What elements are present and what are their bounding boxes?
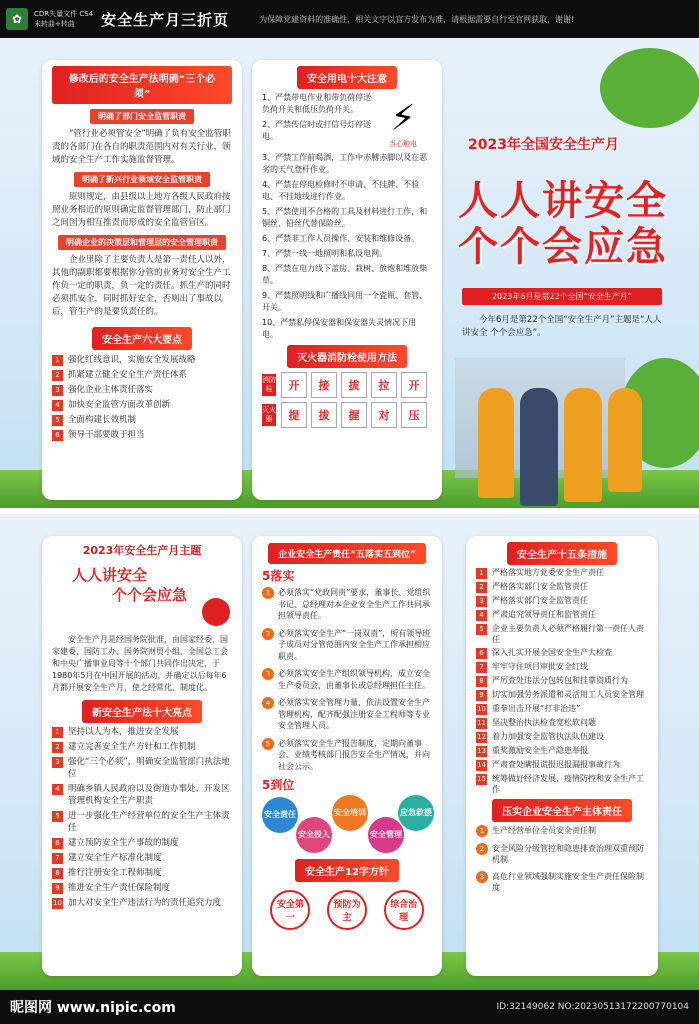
three-musts-card bbox=[42, 60, 242, 500]
list-item: 8、严禁在电力线下盖房、栽树、放炮和堆放柴草。 bbox=[262, 264, 428, 285]
step-icon: 握 bbox=[341, 402, 367, 428]
fifteen-list bbox=[476, 567, 648, 795]
top-bar bbox=[0, 0, 699, 38]
list-item: 7 建立安全生产标准化制度 bbox=[52, 852, 232, 864]
list-item: 3 严格落实部门安全监管责任 bbox=[476, 595, 648, 607]
policy-title: 安全生产12字方针 bbox=[295, 859, 399, 882]
step-icon: 开 bbox=[281, 372, 307, 398]
hydrant-label: 消防栓 bbox=[262, 374, 276, 396]
highlights-list bbox=[52, 726, 232, 909]
list-item: 3 强化“三个必须”，明确安全监管部门执法地位 bbox=[52, 756, 232, 780]
tree-decoration bbox=[600, 48, 699, 128]
list-item: 4 明确乡镇人民政府以及街道办事处、开发区管理机构安全生产职责 bbox=[52, 783, 232, 807]
list-item: 14 严肃查处瞒报谎报迟报漏报事故行为 bbox=[477, 760, 620, 769]
list-item: 5 企业主要负责人必须严格履行第一责任人责任 bbox=[476, 623, 648, 645]
para-3: 企业里除了主要负责人是第一责任人以外，其他的副职都要根据你分管的业务对安全生产工作负一定的职责，负一定的责任。抓生产的同时必须抓安全，同时抓好安全，否则出了事故以后，管生产的是要负责任的。 bbox=[52, 255, 231, 317]
list-item: 6、严禁非工作人员操作、安装和维修设备。 bbox=[262, 234, 420, 243]
list-item: 1、严禁带电作业和带负荷停送负荷开关和低压负荷开关。 bbox=[262, 93, 372, 114]
circle-item: 应急救援 bbox=[398, 795, 434, 831]
para-2: 原则规定，由县级以上地方各级人民政府按照业务相近的原则确定监督管理部门，防止部门之间因为相互推责而形成的安全监管盲区。 bbox=[52, 192, 231, 228]
step-icon: 拔 bbox=[341, 372, 367, 398]
policy-item: 综合治理 bbox=[384, 890, 424, 930]
hero-desc: 今年6月是第22个全国“安全生产月”主题是“人人讲安全 个个会应急”。 bbox=[462, 315, 662, 338]
list-item: 10、严禁私停保安器和保安器失灵情况下用电。 bbox=[262, 318, 417, 339]
electric-title: 安全用电十大注意 bbox=[297, 66, 397, 89]
list-item: 13 重奖激励安全生产隐患举报 bbox=[477, 746, 588, 755]
theme-slogan-1: 人人讲安全 bbox=[72, 566, 148, 584]
year-title: 2023年全国安全生产月 bbox=[468, 137, 619, 153]
poster-outside bbox=[0, 38, 699, 508]
six-points-title: 安全生产六大要点 bbox=[92, 327, 192, 350]
step-icon: 开 bbox=[401, 372, 427, 398]
list-item: 5 进一步强化生产经营单位的安全生产主体责任 bbox=[52, 810, 232, 834]
list-item: 3 必须落实安全生产组织领导机构，成立安全生产委员会，由董事长或总经理担任主任。 bbox=[262, 668, 432, 691]
list-item: 10 重拳出击开展“打非治违” bbox=[477, 704, 581, 713]
list-item: 2 必须落实安全生产“一岗双责”，所有领导班子成员对分管范围内安全生产工作承担相应职责。 bbox=[262, 628, 432, 663]
list-item: 2 抓紧建立健全安全生产责任体系 bbox=[52, 369, 232, 381]
source-line-2: 未转曲+转曲 bbox=[34, 20, 75, 28]
extinguisher-title: 灭火器消防栓使用方法 bbox=[287, 345, 407, 368]
five-implement-card bbox=[252, 536, 442, 976]
list-item: 4、严禁在停电检修时不申请、不挂牌、不验电、不挂地线进行作业。 bbox=[262, 180, 420, 201]
circle-item: 安全投入 bbox=[296, 817, 332, 853]
worker-figure bbox=[520, 388, 558, 506]
subhead-3: 明确企业的决策层和管理层的安全管理职责 bbox=[58, 235, 226, 250]
electric-safety-card bbox=[252, 60, 442, 500]
list-item: 1 坚持以人为本，推进安全发展 bbox=[52, 726, 232, 738]
list-item: 6 深入扎实开展全国安全生产大检查 bbox=[476, 647, 648, 659]
theme-slogan-2: 个个会应急 bbox=[112, 586, 188, 604]
top-note: 为保障党建资料的准确性，相关文字以官方发布为准，请根据需要自行至官网获取，谢谢! bbox=[259, 14, 575, 24]
worker-figure bbox=[564, 388, 602, 502]
policy-item: 预防为主 bbox=[327, 890, 367, 930]
source-info bbox=[34, 9, 93, 29]
five-implement-list bbox=[262, 587, 432, 772]
list-item: 7 牢牢守住项目审批安全红线 bbox=[476, 661, 648, 673]
step-icon: 压 bbox=[401, 402, 427, 428]
list-item: 2 严格落实部门安全监管责任 bbox=[476, 581, 648, 593]
fifteen-title: 安全生产十五条措施 bbox=[507, 542, 617, 565]
list-item: 6 建立预防安全生产事故的制度 bbox=[52, 837, 232, 849]
electric-list bbox=[262, 89, 374, 149]
five-implement-label: 5落实 bbox=[262, 569, 295, 583]
list-item: 4 严肃追究领导责任和监管责任 bbox=[476, 609, 648, 621]
list-item: 10 加大对安全生产违法行为的责任追究力度 bbox=[53, 898, 222, 908]
list-item: 1 生产经营单位全员安全责任制 bbox=[476, 825, 648, 837]
five-place-circles bbox=[262, 793, 432, 857]
subhead-2: 明确了新兴行业领域安全监管职责 bbox=[74, 172, 210, 187]
list-item: 8 推行注册安全工程师制度 bbox=[52, 867, 232, 879]
leaf-icon: ✿ bbox=[6, 8, 28, 30]
workers-illustration bbox=[478, 388, 642, 506]
footer-bar bbox=[0, 990, 699, 1024]
list-item: 15 统筹做好经济发展、疫情防控和安全生产工作 bbox=[477, 774, 644, 794]
circle-item: 安全责任 bbox=[262, 797, 298, 833]
subject-list bbox=[476, 825, 648, 893]
theme-title: 2023年安全生产月主题 bbox=[82, 544, 202, 557]
list-item: 3、严禁工作前喝酒，工作中赤膊赤脚以及在恶劣的天气登杆作业。 bbox=[262, 153, 428, 174]
step-icon: 接 bbox=[311, 372, 337, 398]
policy-item: 安全第一 bbox=[270, 890, 310, 930]
list-item: 9 推进安全生产责任保险制度 bbox=[52, 882, 232, 894]
list-item: 9 切实加强劳务派遣和灵活用工人员安全管理 bbox=[476, 689, 648, 701]
extinguisher-steps bbox=[262, 372, 432, 428]
list-item: 6 领导干部要敢于担当 bbox=[52, 429, 232, 441]
para-1: “管行业必须管安全”明确了负有安全监管职责的各部门在各自的职责范围内对有关行业、领域的安全生产工作实施监督管理。 bbox=[52, 129, 231, 165]
circle-item: 安全培训 bbox=[332, 795, 368, 831]
list-item: 5 必须落实安全生产报告制度，定期向董事会、业绩考核部门报告安全生产情况，并向社会公示。 bbox=[262, 738, 432, 773]
highlights-title: 新安全生产法十大亮点 bbox=[82, 700, 202, 723]
electric-shock-icon: ⚡ bbox=[390, 98, 416, 139]
theme-para: 安全生产月是经国务院批准，由国家经委、国家建委、国防工办、国务院财贸小组、全国总工会和中央广播事业局等十个部门共同作出决定，于1980年5月在中国开展的活动，并确定以后每年6月都开展安全生产月，使之经常化、制度化。 bbox=[52, 635, 228, 692]
five-place-label: 5到位 bbox=[262, 778, 295, 792]
theme-card bbox=[42, 536, 242, 976]
list-item: 2 安全风险分级管控和隐患排查治理双重预防机制 bbox=[476, 843, 648, 865]
footer-id: ID:32149062 NO:20230513172200770104 bbox=[496, 1002, 689, 1012]
step-icon: 拔 bbox=[311, 402, 337, 428]
helmet-icon bbox=[202, 598, 230, 626]
list-item: 3 强化企业主体责任落实 bbox=[52, 384, 232, 396]
hero-slogan-1: 人人讲安全 bbox=[458, 177, 668, 224]
list-item: 2、严禁传信时或打信号灯停送电。 bbox=[262, 120, 372, 141]
list-item: 4 加快安全监管方面改革创新 bbox=[52, 399, 232, 411]
hero-banner: 2023年6月是第22个全国“安全生产月” bbox=[462, 288, 662, 305]
step-icon: 对 bbox=[371, 402, 397, 428]
list-item: 11 坚决整治执法检查宽松软问题 bbox=[477, 718, 596, 727]
theme-slogan-block bbox=[52, 558, 232, 634]
step-icon: 拉 bbox=[371, 372, 397, 398]
list-item: 4 必须落实安全管理力量，依法设置安全生产管理机构，配齐配强注册安全工程师等专业安全管理人员。 bbox=[262, 697, 432, 732]
six-points-list bbox=[52, 354, 232, 441]
list-item: 1 必须落实“党政同责”要求，董事长、党组织书记、总经理对本企业安全生产工作共同承担领导责任。 bbox=[262, 587, 432, 622]
warn-label: 当心触电 bbox=[389, 140, 417, 148]
hero-slogan-2: 个个会应急 bbox=[458, 223, 668, 270]
worker-figure bbox=[478, 388, 514, 498]
worker-figure bbox=[608, 388, 642, 492]
subject-title: 压实企业安全生产主体责任 bbox=[492, 799, 632, 822]
list-item: 5 全面构建长效机制 bbox=[52, 414, 232, 426]
list-item: 5、严禁使用不合格的工具及材料进行工作，和铜丝、铅丝代替保险丝。 bbox=[262, 207, 428, 228]
list-item: 2 建立完善安全生产方针和工作机制 bbox=[52, 741, 232, 753]
fifteen-measures-card bbox=[466, 536, 658, 976]
worker-illustration bbox=[374, 99, 432, 149]
list-item: 8 严厉查处违法分包转包和挂靠资质行为 bbox=[476, 675, 648, 687]
page-title: 安全生产月三折页 bbox=[101, 10, 230, 29]
circle-item: 安全管理 bbox=[368, 817, 404, 853]
extinguisher-label: 灭火器 bbox=[262, 404, 276, 426]
subhead-1: 明确了部门安全监管职责 bbox=[90, 109, 194, 124]
source-line-1: CDR矢量文件 CS4 bbox=[34, 10, 94, 18]
list-item: 12 着力加强安全监管执法队伍建设 bbox=[477, 732, 604, 741]
list-item: 9、严禁照明线和广播线同用一个瓷瓶、套管、开关。 bbox=[262, 291, 428, 312]
step-icon: 提 bbox=[281, 402, 307, 428]
list-item: 1 严格落实地方党委安全生产责任 bbox=[476, 567, 648, 579]
poster-inside bbox=[0, 514, 699, 990]
list-item: 3 高危行业领域强制实施安全生产责任保险制度 bbox=[476, 871, 648, 893]
policy-circles bbox=[262, 890, 432, 930]
list-item: 7、严禁一线一地照明和私设电网。 bbox=[262, 249, 388, 258]
list-item: 1 强化红线意识，实施安全发展战略 bbox=[52, 354, 232, 366]
footer-site[interactable]: 昵图网 www.nipic.com bbox=[10, 1000, 176, 1016]
three-musts-title: 修改后的安全生产法明确“三个必须” bbox=[52, 66, 232, 104]
five-title: 企业安全生产责任“五落实五到位” bbox=[268, 543, 426, 564]
